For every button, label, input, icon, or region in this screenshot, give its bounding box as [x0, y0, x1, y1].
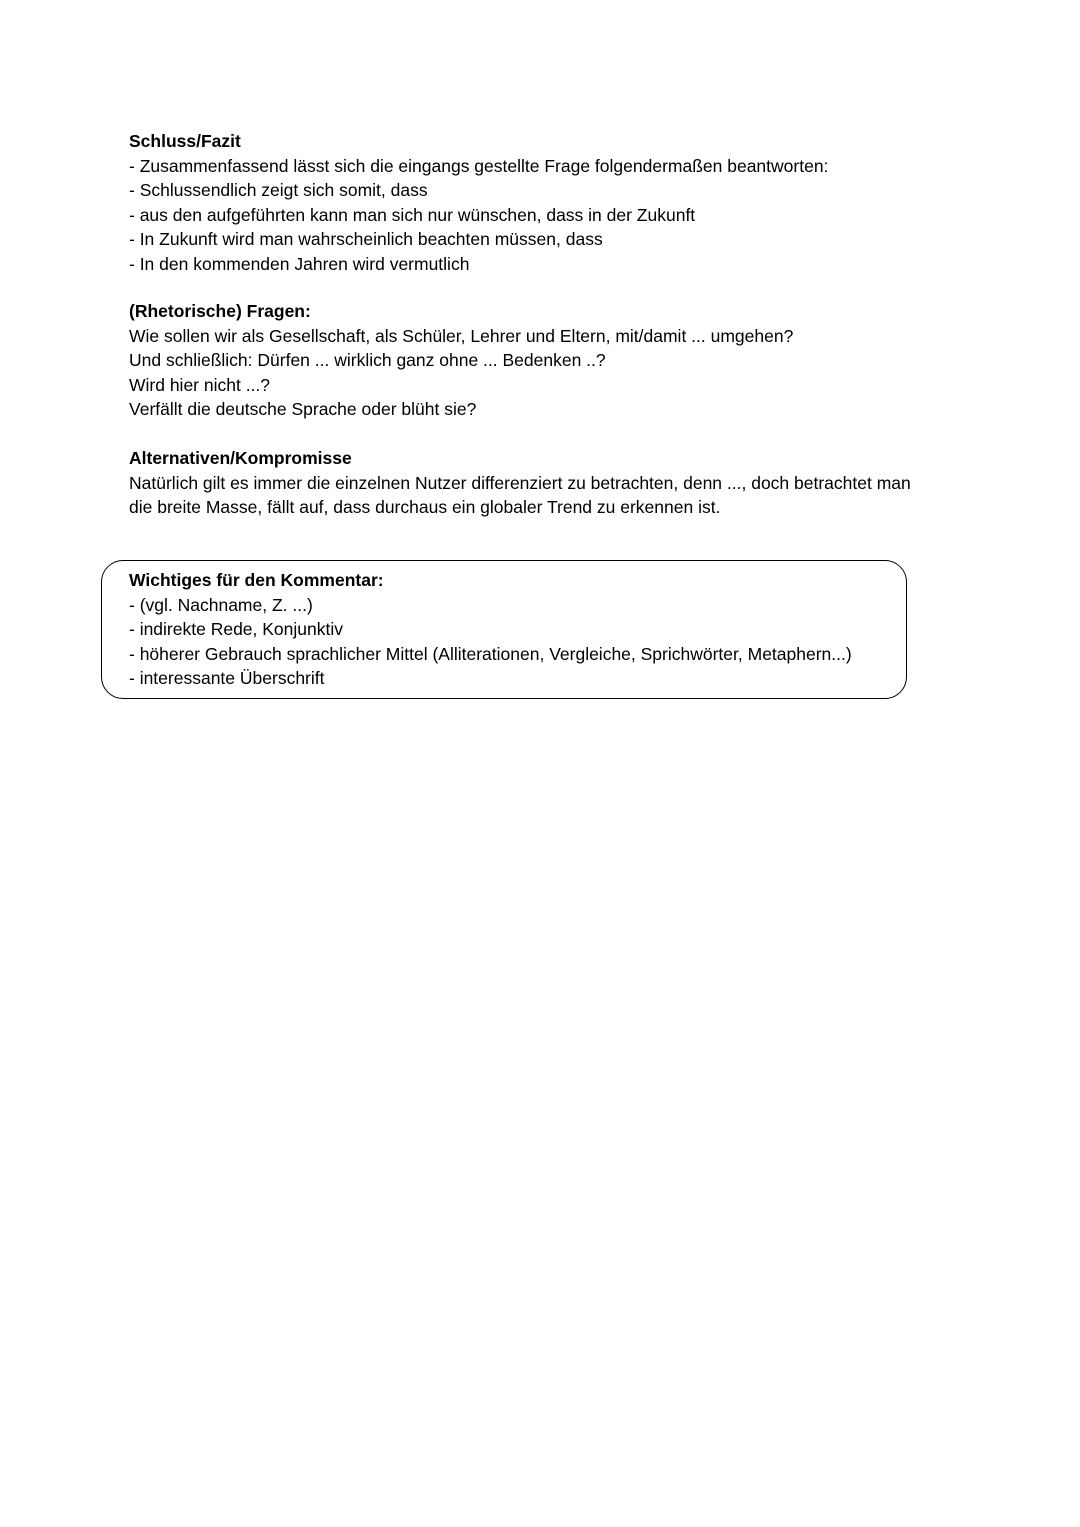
section-schluss-fazit [129, 129, 929, 276]
list-item: Und schließlich: Dürfen ... wirklich ganz ohne ... Bedenken ..? [129, 350, 606, 370]
list-item: - aus den aufgeführten kann man sich nur wünschen, dass in der Zukunft [129, 204, 696, 225]
list-item: - Zusammenfassend lässt sich die eingangs gestellte Frage folgendermaßen beantworten: [129, 155, 829, 176]
kommentar-note-box [101, 560, 907, 699]
section-rhetorische-fragen [129, 299, 929, 422]
list-item: - interessante Überschrift [129, 668, 325, 688]
list-item: - Schlussendlich zeigt sich somit, dass [129, 180, 428, 200]
list-item: Wie sollen wir als Gesellschaft, als Schüler, Lehrer und Eltern, mit/damit ... umgehen? [129, 325, 794, 346]
section-heading: Schluss/Fazit [129, 131, 241, 151]
list-item: Verfällt die deutsche Sprache oder blüht sie? [129, 399, 477, 419]
section-heading: Alternativen/Kompromisse [129, 448, 352, 468]
note-box-heading: Wichtiges für den Kommentar: [129, 570, 384, 590]
list-item: - In Zukunft wird man wahrscheinlich beachten müssen, dass [129, 229, 603, 249]
list-item: Wird hier nicht ...? [129, 374, 271, 395]
list-item: - In den kommenden Jahren wird vermutlich [129, 253, 470, 274]
list-item: - indirekte Rede, Konjunktiv [129, 619, 343, 639]
section-alternativen-kompromisse [129, 446, 929, 520]
section-heading: (Rhetorische) Fragen: [129, 301, 311, 321]
list-item: - höherer Gebrauch sprachlicher Mittel (Alliterationen, Vergleiche, Sprichwörter, Metaphern...) [129, 643, 852, 664]
paragraph: Natürlich gilt es immer die einzelnen Nutzer differenziert zu betrachten, denn ..., doch betrachtet man die breite Masse, fällt auf, dass durchaus ein globaler Trend zu erkennen ist. [129, 472, 911, 517]
list-item: - (vgl. Nachname, Z. ...) [129, 594, 313, 615]
note-box-content [129, 568, 904, 691]
